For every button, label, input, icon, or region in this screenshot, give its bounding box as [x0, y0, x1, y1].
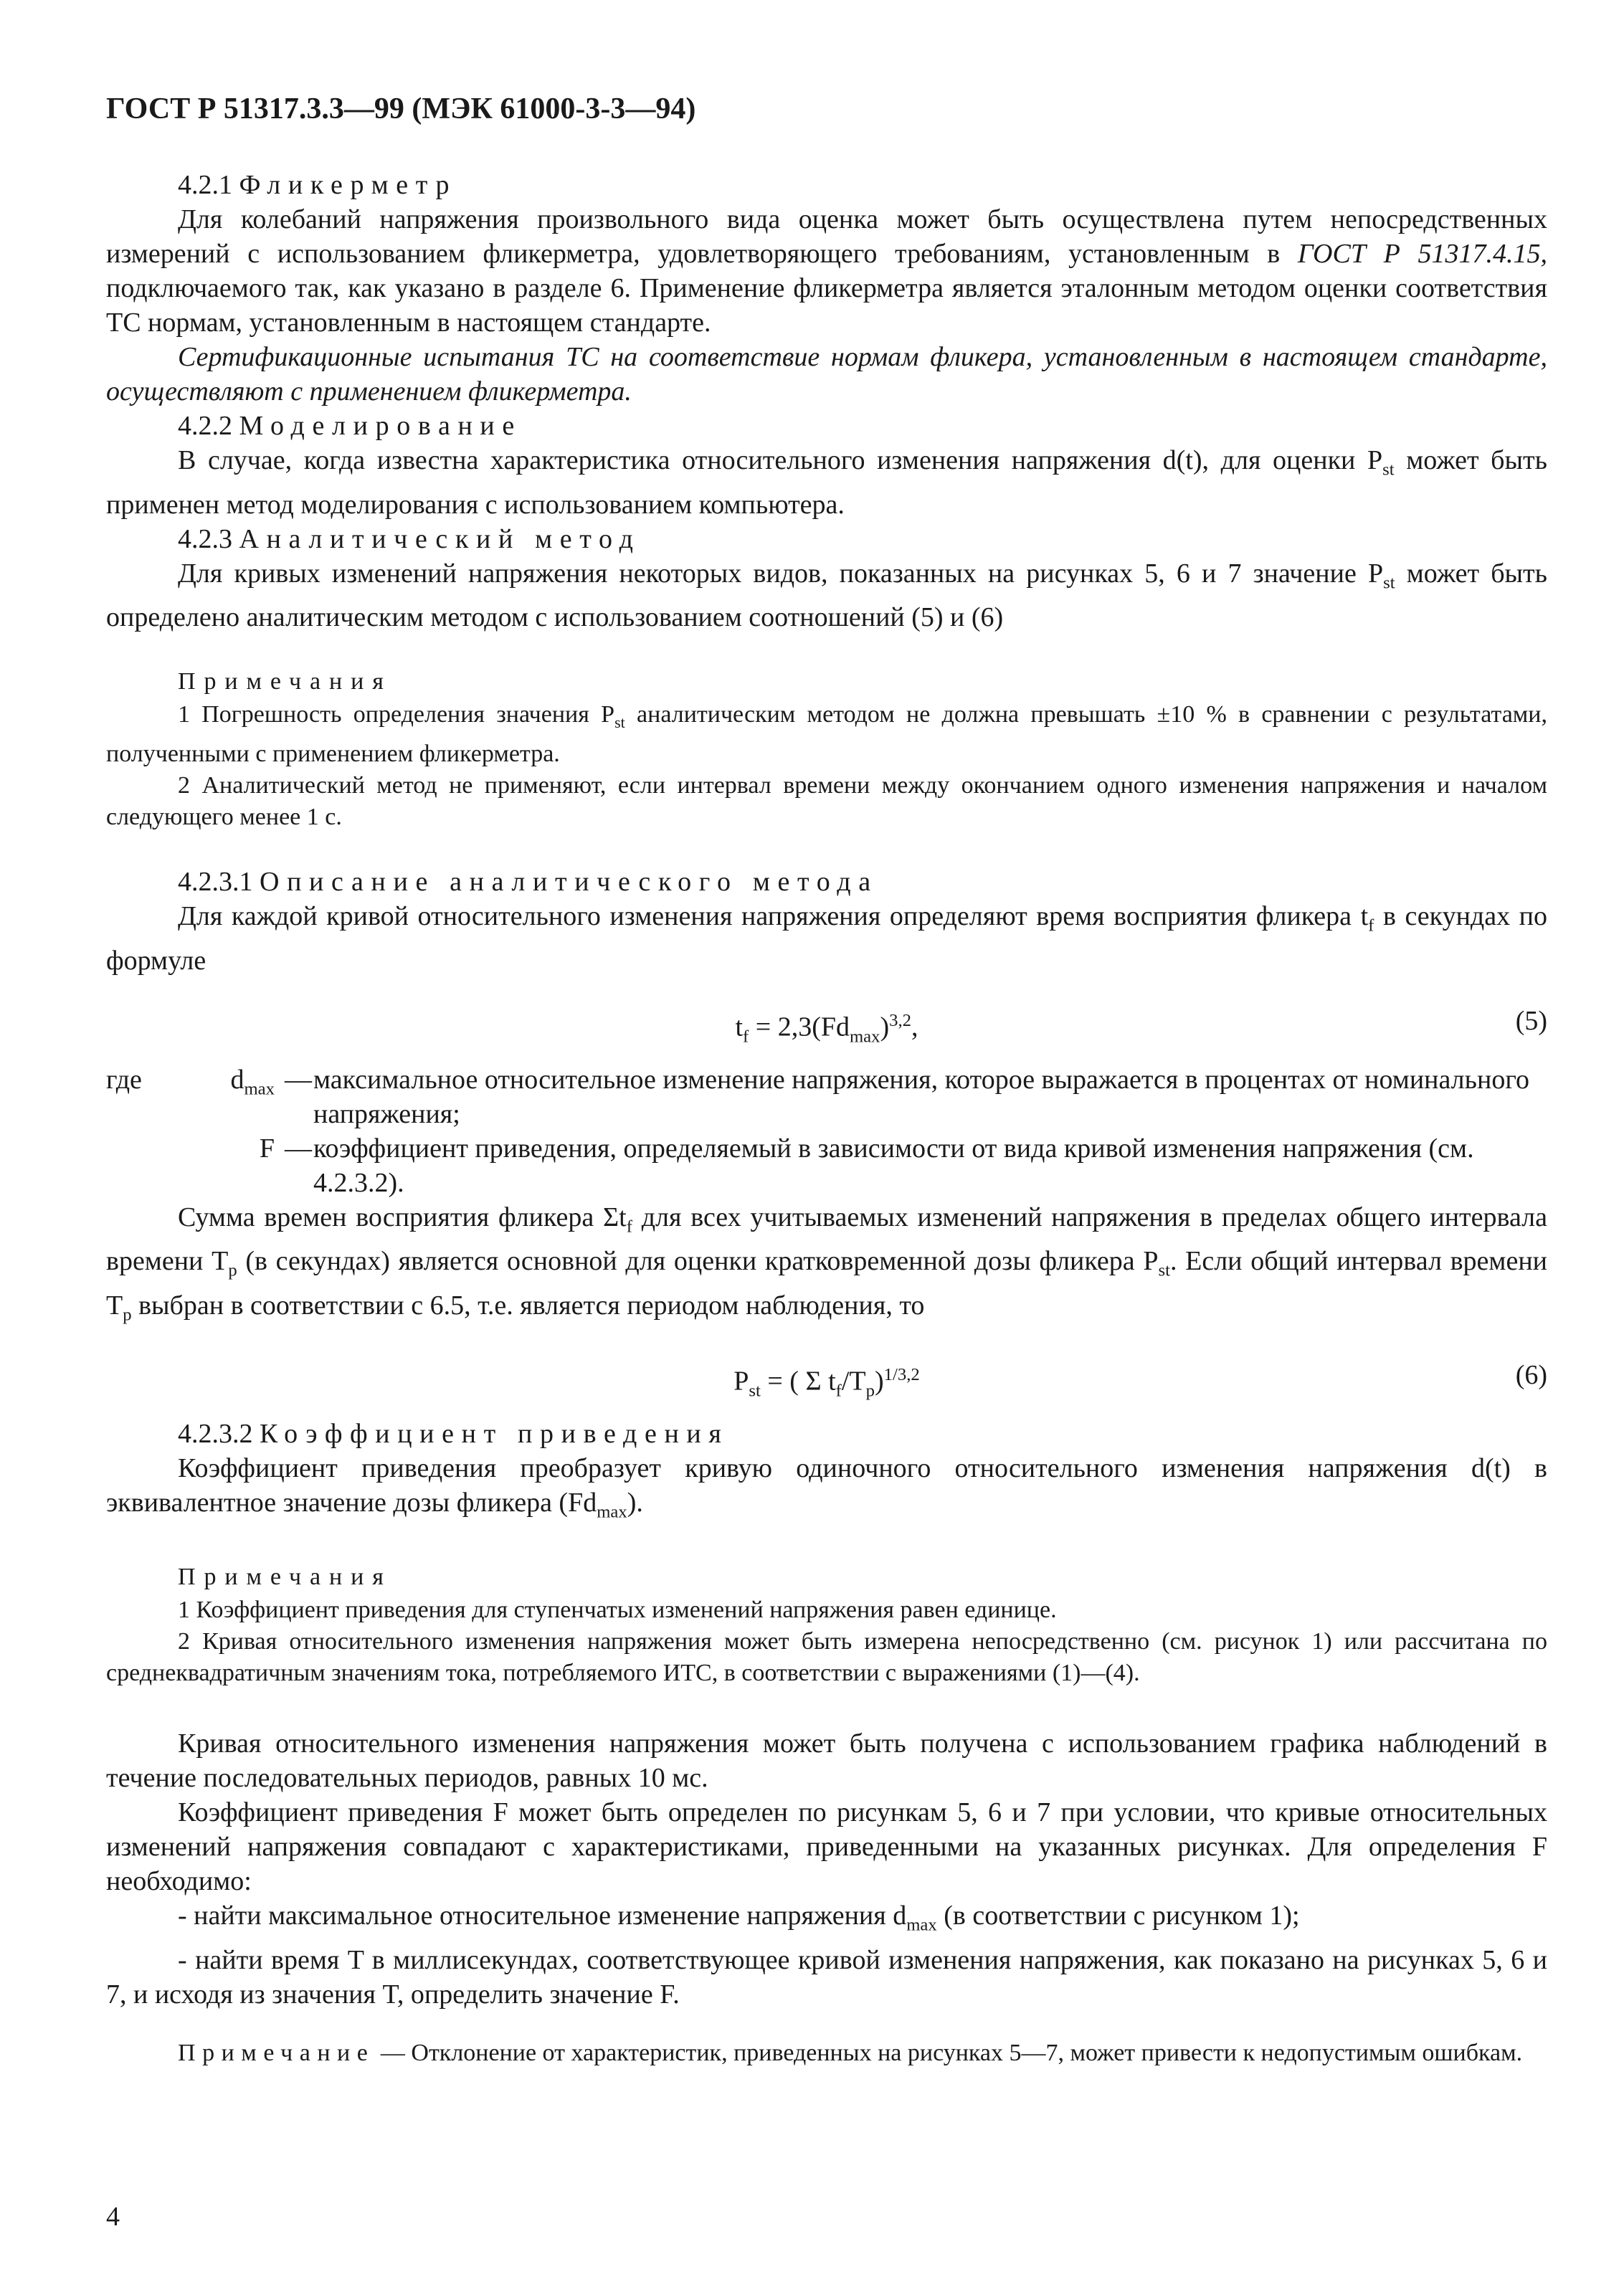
text: выбран в соответствии с 6.5, т.е. является периодом наблюдения, то: [131, 1290, 925, 1321]
note-2: 2 Аналитический метод не применяют, если интервал времени между окончанием одного изменения напряжения и началом следующего менее 1 с.: [106, 771, 1547, 830]
symbol: P: [733, 1366, 749, 1397]
text: ,: [911, 1012, 918, 1042]
paragraph-sum: [106, 1200, 1547, 1333]
page-content: [106, 92, 1547, 2069]
text: ): [875, 1366, 884, 1397]
text: аналитическим методом не должна превышать ±10 % в сравнении с результатами, полученными с применением фликерметра.: [106, 701, 1547, 767]
text: = ( Σ t: [760, 1366, 836, 1397]
where-definitions: [106, 1062, 1547, 1200]
subscript: max: [906, 1915, 937, 1935]
paragraph-modeling: [106, 443, 1547, 522]
text: Для колебаний напряжения произвольного вида оценка может быть осуществлена путем непосредственных измерений с использованием фликерметра, удовлетворяющего требованиям, установленным в: [106, 204, 1547, 269]
definition-row: [106, 1131, 1547, 1200]
standard-reference: ГОСТ Р 51317.4.15,: [1297, 239, 1547, 269]
subscript: st: [614, 713, 625, 731]
subscript: max: [597, 1502, 627, 1522]
text: . Если общий интервал времени T: [106, 1246, 1547, 1321]
text: Сумма времен восприятия фликера Σt: [178, 1202, 627, 1232]
text: Для каждой кривой относительного изменения напряжения определяют время восприятия фликера t: [178, 900, 1369, 931]
section-heading-4-2-3: [106, 522, 1547, 556]
subscript: f: [1368, 916, 1374, 936]
section-number: 4.2.3: [178, 523, 232, 554]
section-title: Коэффициент приведения: [260, 1419, 729, 1450]
definition-symbol: F: [259, 1133, 275, 1164]
document-header: ГОСТ Р 51317.3.3—99 (МЭК 61000-3-3—94): [106, 92, 696, 125]
definition-row: [106, 1062, 1547, 1131]
section-number: 4.2.3.1: [178, 866, 253, 897]
paragraph-analytic: [106, 556, 1547, 635]
section-heading-4-2-3-1: [106, 865, 1547, 899]
formula-number: (6): [1515, 1360, 1547, 1391]
text: ).: [627, 1488, 643, 1518]
subscript: st: [749, 1381, 761, 1401]
section-number: 4.2.3.2: [178, 1419, 253, 1450]
text: В случае, когда известна характеристика относительного изменения напряжения d(t), для оценки P: [178, 445, 1383, 475]
subscript: st: [1382, 460, 1395, 480]
section-number: 4.2.1: [178, 170, 232, 200]
subscript: st: [1383, 573, 1395, 593]
subscript: max: [849, 1026, 880, 1046]
text: в секундах по формуле: [106, 900, 1547, 976]
text: 1 Погрешность определения значения P: [178, 701, 615, 728]
subscript: p: [228, 1260, 237, 1280]
list-item: [106, 1898, 1547, 1943]
where-word: где: [106, 1064, 142, 1095]
exponent: 1/3,2: [883, 1365, 920, 1385]
symbol: d: [230, 1064, 244, 1095]
text: Для кривых изменений напряжения некоторых видов, показанных на рисунках 5, 6 и 7 значение P: [178, 558, 1384, 589]
section-title: Фликерметр: [239, 170, 457, 200]
text: /T: [841, 1366, 866, 1397]
note-1: [106, 699, 1547, 770]
text: (в секундах) является основной для оценки кратковременной дозы фликера P: [237, 1246, 1159, 1277]
subscript: f: [743, 1026, 749, 1046]
notes-heading: Примечания: [178, 668, 392, 695]
section-heading-4-2-3-2: [106, 1417, 1547, 1451]
formula-expression: [106, 1358, 1547, 1408]
subscript: f: [835, 1381, 842, 1401]
section-number: 4.2.2: [178, 411, 232, 441]
formula-5: [106, 994, 1547, 1051]
subscript: st: [1158, 1260, 1170, 1280]
text: для всех учитываемых изменений напряжения в пределах общего интервала времени T: [106, 1202, 1547, 1277]
paragraph-coefficient: Коэффициент приведения F может быть определен по рисункам 5, 6 и 7 при условии, что кривые относительных изменений напряжения совпадают с характеристиками, приведенными на указанных рисунках. Для определения F необходимо:: [106, 1797, 1547, 1896]
note-1: 1 Коэффициент приведения для ступенчатых изменений напряжения равен единице.: [178, 1596, 1057, 1623]
final-note: [106, 2037, 1547, 2069]
text: - найти максимальное относительное изменение напряжения d: [178, 1900, 907, 1931]
section-heading-4-2-1: [106, 168, 1547, 202]
paragraph-certification: Сертификационные испытания ТС на соответствие нормам фликера, установленным в настоящем стандарте, осуществляют с применением фликерметра.: [106, 342, 1547, 406]
text: Коэффициент приведения преобразует кривую одиночного относительного изменения напряжения d(t) в эквивалентное значение дозы фликера (Fd: [106, 1453, 1547, 1518]
definition-dash: —: [285, 1133, 312, 1164]
subscript: p: [865, 1381, 875, 1401]
paragraph-perception-time: [106, 899, 1547, 978]
section-title: Описание аналитического метода: [260, 866, 878, 897]
note-2: 2 Кривая относительного изменения напряжения может быть измерена непосредственно (см. рисунок 1) или рассчитана по среднеквадратичным значениям тока, потребляемого ИТС, в соответствии с выражениями (1)—(4).: [106, 1627, 1547, 1686]
notes-heading: Примечания: [178, 1563, 392, 1590]
text: может быть определено аналитическим методом с использованием соотношений (5) и (6): [106, 558, 1547, 633]
text: может быть применен метод моделирования с использованием компьютера.: [106, 445, 1547, 520]
definition-symbol: [185, 1062, 285, 1131]
text: (в соответствии с рисунком 1);: [936, 1900, 1300, 1931]
text: = 2,3(Fd: [749, 1012, 850, 1042]
definition-dash: —: [285, 1064, 312, 1095]
symbol: t: [735, 1012, 744, 1042]
text: подключаемого так, как указано в разделе 6. Применение фликерметра является эталонным методом оценки соответствия ТС нормам, установленным в настоящем стандарте.: [106, 273, 1547, 338]
section-title: Моделирование: [239, 411, 522, 441]
list-item: - найти время T в миллисекундах, соответствующее кривой изменения напряжения, как показано на рисунках 5, 6 и 7, и исходя из значения T, определить значение F.: [106, 1944, 1547, 2010]
note-text: — Отклонение от характеристик, приведенных на рисунках 5—7, может привести к недопустимым ошибкам.: [374, 2039, 1523, 2066]
formula-6: [106, 1348, 1547, 1405]
note-label: Примечание: [178, 2039, 375, 2066]
definition-text: коэффициент приведения, определяемый в зависимости от вида кривой изменения напряжения (см. 4.2.3.2).: [313, 1133, 1474, 1198]
formula-expression: [106, 1004, 1547, 1054]
definition-text: максимальное относительное изменение напряжения, которое выражается в процентах от номинального напряжения;: [313, 1064, 1529, 1129]
subscript: p: [123, 1305, 132, 1325]
section-heading-4-2-2: [106, 409, 1547, 443]
paragraph-flickermeter: [106, 202, 1547, 340]
subscript: f: [626, 1217, 632, 1237]
paragraph-curve: Кривая относительного изменения напряжения может быть получена с использованием графика наблюдений в течение последовательных периодов, равных 10 мс.: [106, 1728, 1547, 1793]
page-number: 4: [106, 2202, 120, 2232]
text: ): [880, 1012, 890, 1042]
paragraph-conversion: [106, 1451, 1547, 1530]
subscript: max: [244, 1079, 275, 1099]
section-title: Аналитический метод: [239, 523, 641, 554]
formula-number: (5): [1515, 1005, 1547, 1036]
exponent: 3,2: [889, 1010, 912, 1030]
